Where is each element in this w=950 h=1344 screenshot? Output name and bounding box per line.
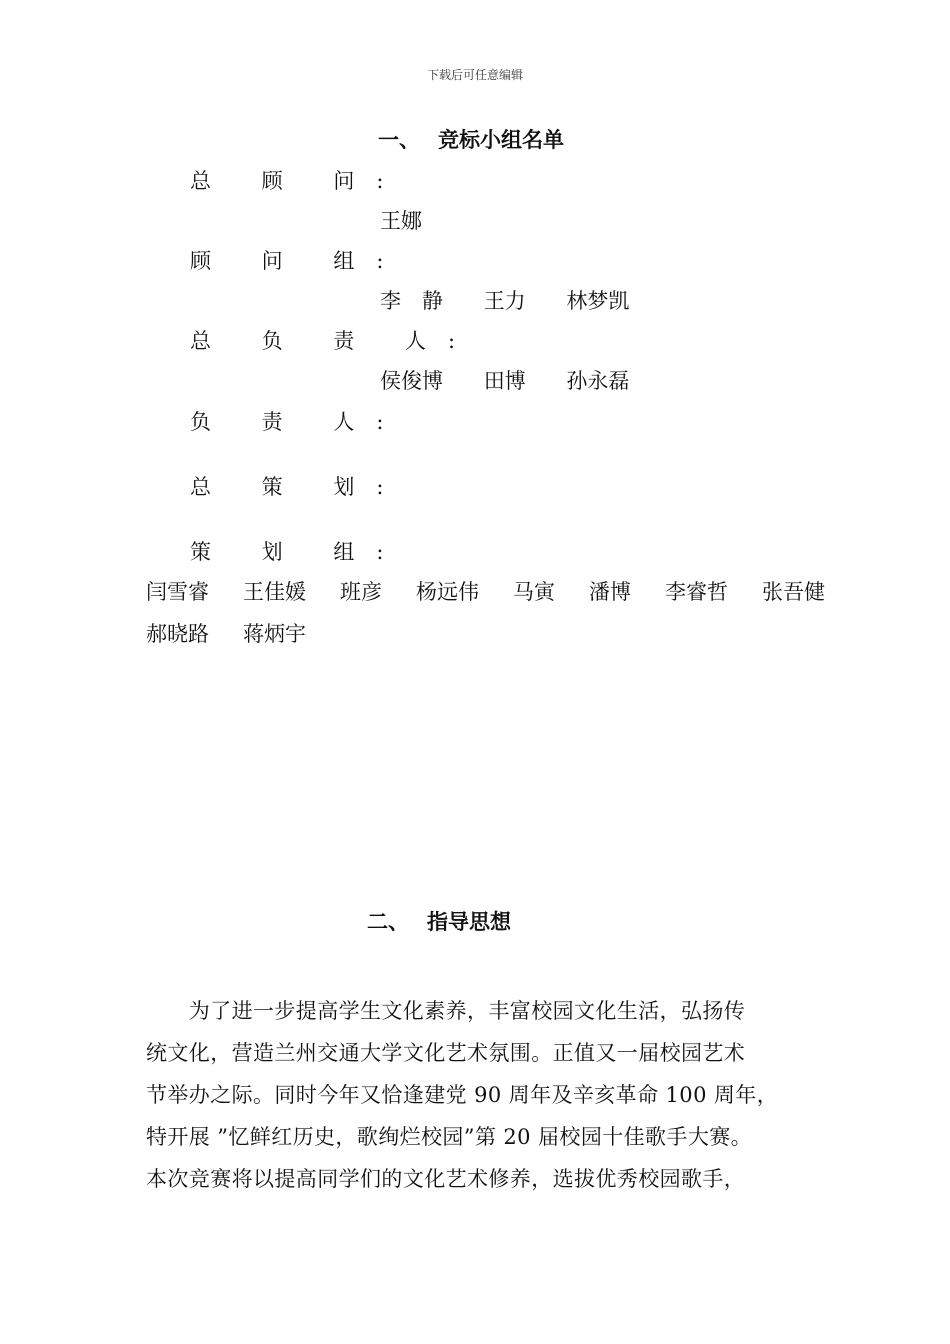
paragraph-line: 统文化，营造兰州交通大学文化艺术氛围。正值又一届校园艺术 [146, 1041, 746, 1065]
paragraph-line: 本次竞赛将以提高同学们的文化艺术修养，选拔优秀校园歌手， [146, 1167, 746, 1191]
role-label-leader: 负 责 人: [190, 410, 406, 434]
person-name: 孙永磊 [566, 369, 630, 393]
page-header-note: 下载后可任意编辑 [426, 68, 523, 82]
person-name: 马寅 [513, 580, 555, 604]
chief-leader-names [380, 365, 629, 395]
person-name: 侯俊博 [380, 369, 443, 393]
section1-heading [378, 124, 564, 154]
section2-heading [367, 906, 511, 936]
planning-group-names-line2 [146, 618, 306, 648]
advisor-group-names [380, 285, 629, 315]
planning-group-names-line1 [146, 576, 825, 606]
section1-title: 竞标小组名单 [438, 128, 564, 152]
person-name: 王佳媛 [243, 580, 306, 604]
person-name: 王力 [483, 289, 526, 313]
section2-title: 指导思想 [427, 910, 511, 934]
section1-number: 一、 [378, 128, 420, 152]
role-label-chief-advisor: 总 顾 问: [190, 169, 406, 193]
role-label-chief-leader: 总 负 责 人: [190, 329, 478, 353]
person-name: 潘博 [589, 580, 631, 604]
person-name: 李睿哲 [665, 580, 728, 604]
person-name: 班彦 [340, 580, 382, 604]
paragraph-line: 特开展 ”忆鲜红历史，歌绚烂校园”第 20 届校园十佳歌手大赛。 [146, 1125, 753, 1149]
role-label-advisor-group: 顾 问 组: [190, 249, 406, 273]
person-name: 闫雪睿 [146, 580, 209, 604]
person-name: 郝晓路 [146, 622, 209, 646]
paragraph-line: 为了进一步提高学生文化素养，丰富校园文化生活，弘扬传 [146, 999, 746, 1023]
person-name: 林梦凯 [566, 289, 630, 313]
person-name: 蒋炳宇 [243, 622, 306, 646]
chief-advisor-names [380, 205, 422, 235]
person-name: 张吾健 [762, 580, 825, 604]
person-name: 李 静 [380, 289, 443, 313]
person-name: 田博 [483, 369, 526, 393]
paragraph-line: 节举办之际。同时今年又恰逢建党 90 周年及辛亥革命 100 周年， [146, 1083, 779, 1107]
person-name: 杨远伟 [416, 580, 479, 604]
section2-number: 二、 [367, 910, 409, 934]
role-label-chief-planner: 总 策 划: [190, 475, 406, 499]
person-name: 王娜 [380, 209, 422, 233]
role-label-planning-group: 策 划 组: [190, 540, 406, 564]
